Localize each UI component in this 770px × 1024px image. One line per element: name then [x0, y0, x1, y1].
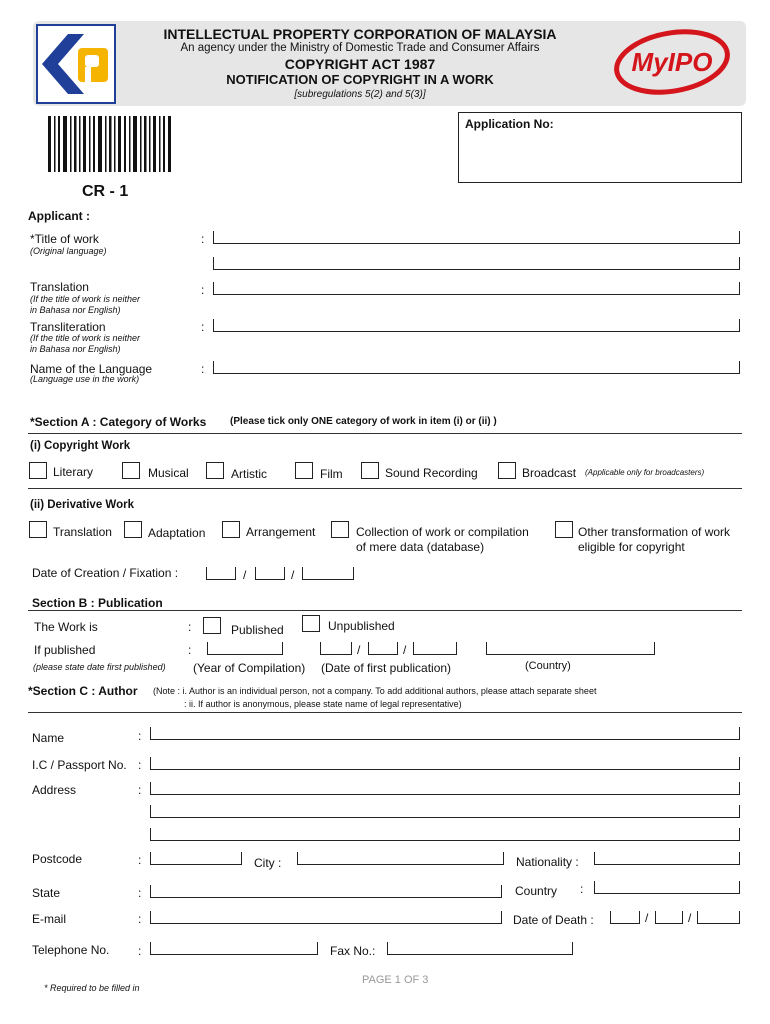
film-checkbox[interactable] [295, 462, 313, 479]
translation-note-1: (If the title of work is neither [30, 294, 141, 304]
email-field[interactable] [150, 911, 502, 924]
if-published-colon: : [188, 643, 192, 657]
email-colon: : [138, 912, 142, 926]
myipo-brand-logo [612, 26, 732, 96]
state-colon: : [138, 886, 142, 900]
if-published-note: (please state date first published) [33, 662, 166, 672]
section-a-divider [28, 433, 742, 434]
fax-label: Fax No.: [330, 944, 376, 958]
creation-slash-2: / [291, 568, 295, 582]
unpublished-label: Unpublished [328, 619, 395, 633]
translation-work-label: Translation [53, 525, 112, 539]
date-of-publication-caption: (Date of first publication) [321, 661, 452, 675]
address-field-line-1[interactable] [150, 782, 740, 795]
year-of-compilation-field[interactable] [207, 642, 283, 655]
author-note-1: (Note : i. Author is an individual person, not a company. To add additional authors, please attach separate sheet [153, 686, 597, 696]
myipo-emblem-logo [36, 24, 116, 104]
language-note: (Language use in the work) [30, 374, 140, 384]
transliteration-note-2: in Bahasa nor English) [30, 344, 121, 354]
broadcast-checkbox[interactable] [498, 462, 516, 479]
translation-label: Translation [30, 280, 89, 294]
postcode-field[interactable] [150, 852, 242, 865]
collection-label-line-2: of mere data (database) [356, 540, 485, 554]
arrangement-label: Arrangement [246, 525, 316, 539]
musical-label: Musical [148, 466, 189, 480]
address-label: Address [32, 783, 77, 797]
copyright-work-heading: (i) Copyright Work [30, 440, 131, 452]
creation-slash-1: / [243, 568, 247, 582]
ic-passport-label: I.C / Passport No. [32, 758, 127, 772]
required-note: * Required to be filled in [44, 983, 140, 993]
translation-checkbox[interactable] [29, 521, 47, 538]
other-transformation-line-2: eligible for copyright [578, 540, 685, 554]
work-is-colon: : [188, 620, 192, 634]
translation-colon: : [201, 283, 205, 297]
section-b-heading: Section B : Publication [32, 596, 163, 610]
translation-field[interactable] [213, 282, 740, 295]
transliteration-colon: : [201, 320, 205, 334]
if-published-label: If published [34, 643, 96, 657]
nationality-label: Nationality : [516, 855, 579, 869]
title-colon: : [201, 232, 205, 246]
application-no-box[interactable] [458, 112, 742, 183]
creation-year-field[interactable] [302, 567, 354, 580]
city-label: City : [254, 856, 282, 870]
form-code: CR - 1 [82, 183, 129, 200]
death-day-field[interactable] [610, 911, 640, 924]
org-subtitle: An agency under the Ministry of Domestic Trade and Consumer Affairs [180, 42, 540, 54]
sound-recording-label: Sound Recording [385, 466, 478, 480]
broadcast-label: Broadcast [522, 466, 577, 480]
artistic-checkbox[interactable] [206, 462, 224, 479]
section-a-note: (Please tick only ONE category of work in item (i) or (ii) ) [230, 416, 497, 427]
address-colon: : [138, 783, 142, 797]
language-colon: : [201, 362, 205, 376]
nationality-field[interactable] [594, 852, 740, 865]
title-of-work-label: *Title of work [30, 232, 99, 246]
applicant-heading: Applicant : [28, 209, 90, 223]
creation-month-field[interactable] [255, 567, 285, 580]
year-of-compilation-caption: (Year of Compilation) [193, 661, 306, 675]
act-title: COPYRIGHT ACT 1987 [284, 56, 436, 72]
email-label: E-mail [32, 912, 67, 926]
arrangement-checkbox[interactable] [222, 521, 240, 538]
publication-day-field[interactable] [320, 642, 352, 655]
date-of-death-label: Date of Death : [513, 913, 594, 927]
unpublished-checkbox[interactable] [302, 615, 320, 632]
author-name-field[interactable] [150, 727, 740, 740]
sound-recording-checkbox[interactable] [361, 462, 379, 479]
org-title: INTELLECTUAL PROPERTY CORPORATION OF MALAYSIA [163, 26, 557, 42]
broadcast-note: (Applicable only for broadcasters) [585, 468, 705, 477]
page-number: PAGE 1 OF 3 [362, 974, 429, 986]
author-country-field[interactable] [594, 881, 740, 894]
publication-slash-2: / [403, 643, 407, 657]
transliteration-note-1: (If the title of work is neither [30, 333, 141, 343]
city-field[interactable] [297, 852, 504, 865]
transliteration-label: Transliteration [30, 320, 106, 334]
regulations-note: [subregulations 5(2) and 5(3)] [294, 89, 426, 100]
collection-checkbox[interactable] [331, 521, 349, 538]
date-of-creation-label: Date of Creation / Fixation : [32, 566, 179, 580]
published-label: Published [231, 623, 284, 637]
death-slash-1: / [645, 911, 649, 925]
publication-month-field[interactable] [368, 642, 398, 655]
postcode-label: Postcode [32, 852, 83, 866]
literary-label: Literary [53, 465, 94, 479]
form-title: NOTIFICATION OF COPYRIGHT IN A WORK [226, 72, 494, 87]
author-name-label: Name [32, 731, 65, 745]
telephone-colon: : [138, 944, 142, 958]
brand-logo-text: MyIPO [631, 47, 713, 77]
address-field-line-2[interactable] [150, 805, 740, 818]
published-checkbox[interactable] [203, 617, 221, 634]
other-transformation-line-1: Other transformation of work [578, 525, 731, 539]
barcode [46, 116, 174, 172]
fax-field[interactable] [387, 942, 573, 955]
literary-checkbox[interactable] [29, 462, 47, 479]
telephone-field[interactable] [150, 942, 318, 955]
adaptation-checkbox[interactable] [124, 521, 142, 538]
derivative-work-heading: (ii) Derivative Work [30, 499, 134, 511]
publication-year-field[interactable] [413, 642, 457, 655]
postcode-colon: : [138, 853, 142, 867]
country-caption: (Country) [525, 660, 571, 672]
state-field[interactable] [150, 885, 502, 898]
work-is-label: The Work is [34, 620, 98, 634]
derivative-divider [28, 488, 742, 489]
author-country-label: Country [515, 884, 558, 898]
application-no-label: Application No: [465, 117, 554, 131]
language-label: Name of the Language [30, 362, 153, 376]
death-month-field[interactable] [655, 911, 683, 924]
publication-country-field[interactable] [486, 642, 655, 655]
creation-day-field[interactable] [206, 567, 236, 580]
death-year-field[interactable] [697, 911, 740, 924]
collection-label-line-1: Collection of work or compilation [356, 525, 529, 539]
title-of-work-note: (Original language) [30, 246, 107, 256]
other-transformation-checkbox[interactable] [555, 521, 573, 538]
film-label: Film [320, 467, 343, 481]
state-label: State [32, 886, 61, 900]
country-colon: : [580, 882, 584, 896]
death-slash-2: / [688, 911, 692, 925]
section-a-heading: *Section A : Category of Works [30, 415, 207, 429]
section-b-divider [28, 610, 742, 611]
ic-passport-field[interactable] [150, 757, 740, 770]
section-c-divider [28, 712, 742, 713]
title-of-work-field[interactable] [213, 231, 740, 244]
name-colon: : [138, 729, 142, 743]
artistic-label: Artistic [231, 467, 267, 481]
section-c-heading: *Section C : Author [28, 684, 138, 698]
telephone-label: Telephone No. [32, 943, 110, 957]
adaptation-label: Adaptation [148, 526, 206, 540]
publication-slash-1: / [357, 643, 361, 657]
language-field[interactable] [213, 361, 740, 374]
title-of-work-field-line-2[interactable] [213, 257, 740, 270]
author-note-2: : ii. If author is anonymous, please state name of legal representative) [184, 699, 462, 709]
ic-colon: : [138, 758, 142, 772]
transliteration-field[interactable] [213, 319, 740, 332]
translation-note-2: in Bahasa nor English) [30, 305, 121, 315]
musical-checkbox[interactable] [122, 462, 140, 479]
address-field-line-3[interactable] [150, 828, 740, 841]
